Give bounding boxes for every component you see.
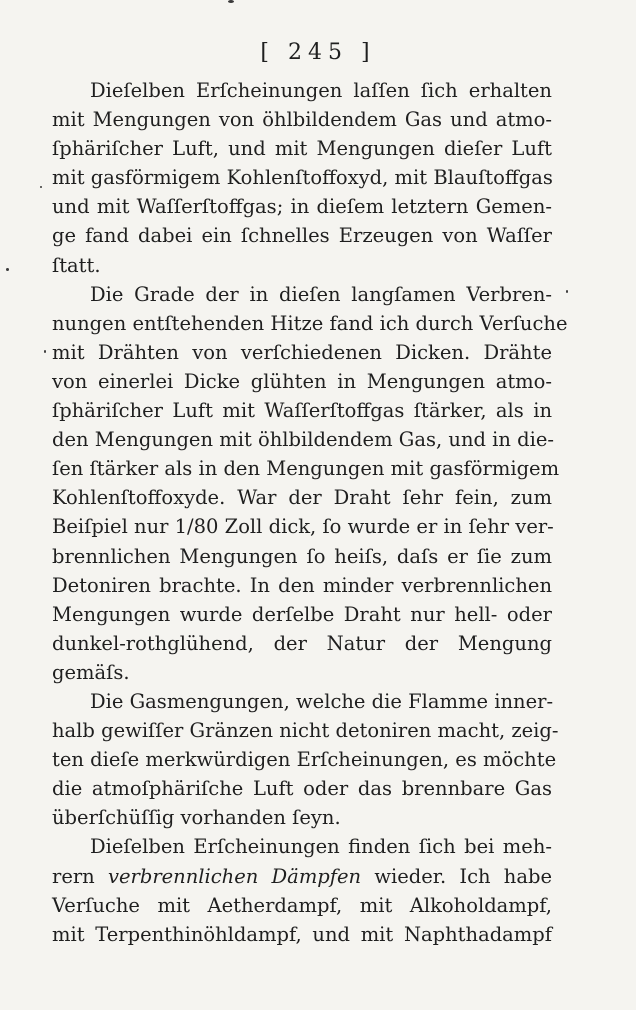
paragraph-2 <box>52 280 568 687</box>
text-line: von einerlei Dicke glühten in Mengungen atmo- <box>52 369 552 393</box>
scan-speck <box>6 268 9 271</box>
scan-speck <box>44 350 46 353</box>
text-line: ten dieſe merkwürdigen Erſcheinungen, es möchte <box>52 748 557 772</box>
text-line: dunkel-rothglühend, der Natur der Mengung <box>52 631 552 655</box>
text-line: gemäſs. <box>52 660 130 684</box>
text-line-end: wieder. Ich habe <box>361 864 552 888</box>
scan-speck <box>228 0 234 3</box>
text-line: und mit Waſſerſtoffgas; in dieſem letztern Gemen- <box>52 195 552 219</box>
text-line-start: rern <box>52 864 108 888</box>
text-line: Die Grade der in dieſen langſamen Verbren- <box>90 282 552 306</box>
text-line: ſphäriſcher Luft mit Waſſerſtoffgas ſtärker, als in <box>52 399 552 423</box>
paragraph-4 <box>52 832 552 948</box>
italic-phrase: verbrennlichen Dämpfen <box>107 864 362 888</box>
text-line: Detoniren brachte. In den minder verbrennlichen <box>52 573 552 597</box>
text-line: mit Drähten von verſchiedenen Dicken. Drähte <box>52 340 552 364</box>
text-line: mit Terpenthinöhldampf, und mit Naphthadampf <box>52 922 552 946</box>
text-line: Die Gasmengungen, welche die Flamme inner- <box>90 689 554 713</box>
text-line: Beiſpiel nur 1/80 Zoll dick, ſo wurde er in ſehr ver- <box>52 515 554 539</box>
text-line: Kohlenſtoffoxyde. War der Draht ſehr fein, zum <box>52 486 552 510</box>
text-line <box>52 862 552 891</box>
paragraph-1 <box>52 76 552 280</box>
text-line: mit Mengungen von öhlbildendem Gas und atmo- <box>52 108 552 132</box>
text-line: ge fand dabei ein ſchnelles Erzeugen von Waſſer <box>52 224 552 248</box>
text-line: ſen ſtärker als in den Mengungen mit gasförmigem <box>52 457 560 481</box>
text-line: überſchüſſig vorhanden ſeyn. <box>52 806 341 830</box>
paragraph-3 <box>52 687 559 832</box>
text-line: Verſuche mit Aetherdampf, mit Alkoholdampf, <box>52 893 552 917</box>
text-line: mit gasförmigem Kohlenſtoffoxyd, mit Blauſtoffgas <box>52 166 553 190</box>
text-line: Dieſelben Erſcheinungen laſſen ſich erhalten <box>90 79 552 102</box>
scan-speck <box>566 290 568 293</box>
text-line: den Mengungen mit öhlbildendem Gas, und in die- <box>52 428 555 452</box>
text-line: ſtatt. <box>52 253 101 277</box>
page-number: [ 245 ] <box>260 40 376 65</box>
text-line: nungen entſtehenden Hitze fand ich durch Verſuche <box>52 311 568 335</box>
text-line: die atmoſphäriſche Luft oder das brennbare Gas <box>52 777 552 801</box>
text-line: halb gewiſſer Gränzen nicht detoniren macht, zeig- <box>52 719 559 743</box>
text-line: Dieſelben Erſcheinungen finden ſich bei meh- <box>90 835 552 859</box>
text-line: Mengungen wurde derſelbe Draht nur hell- oder <box>52 602 552 626</box>
text-line: brennlichen Mengungen ſo heiſs, daſs er ſie zum <box>52 544 552 568</box>
text-line: ſphäriſcher Luft, und mit Mengungen dieſer Luft <box>52 137 552 161</box>
scan-speck <box>40 186 42 188</box>
text-block <box>52 76 568 949</box>
